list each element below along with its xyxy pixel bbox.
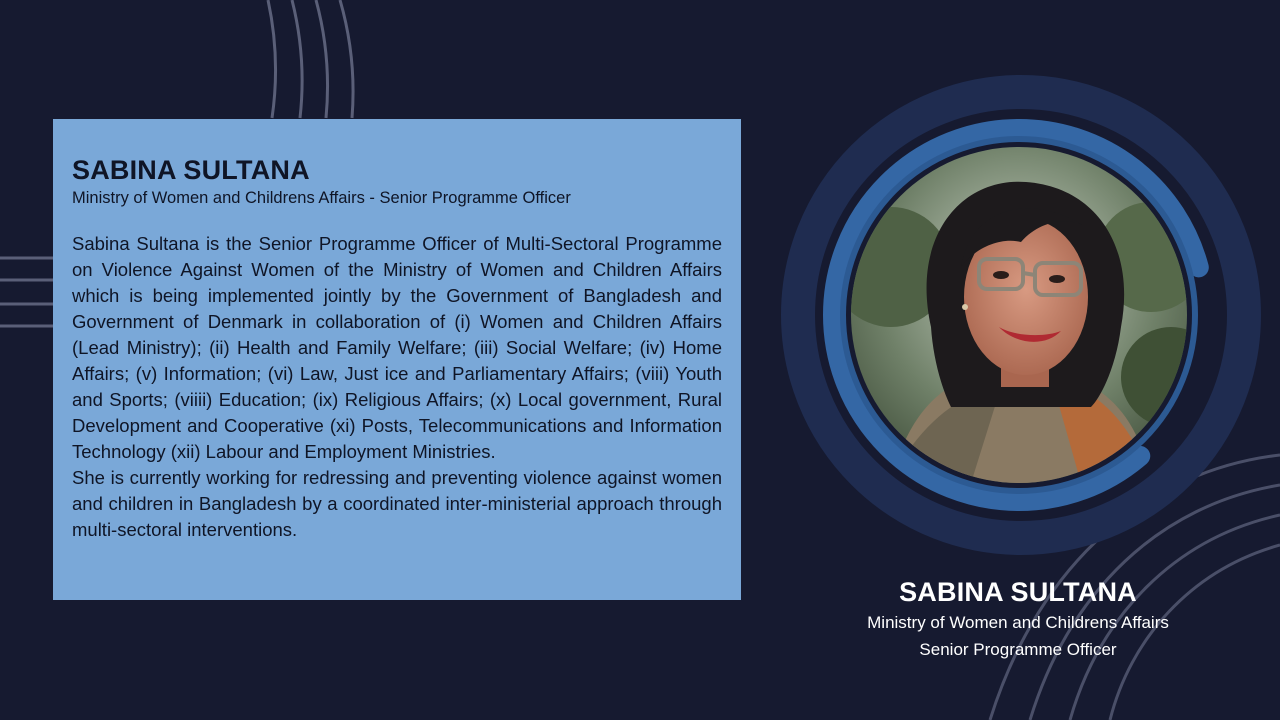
portrait-illustration xyxy=(851,147,1187,483)
portrait-photo xyxy=(851,147,1187,483)
bio-text xyxy=(72,231,722,543)
top-arcs xyxy=(268,0,353,118)
bio-paragraph-1: Sabina Sultana is the Senior Programme Officer of Multi-Sectoral Programme on Violence Against Women of the Ministry of Women and Children Affairs which is being implemented jointly by the Government of Bangladesh and Government of Denmark in collaboration of (i) Women and Children Affairs (Lead Ministry); (ii) Health and Family Welfare; (iii) Social Welfare; (iv) Home Affairs; (v) Information; (vi) Law, Just ice and Parliamentary Affairs; (viii) Youth and Sports; (viiii) Education; (ix) Religious Affairs; (x) Local government, Rural Development and Cooperative (xi) Posts, Telecommunications and Information Technology (xii) Labour and Employment Ministries. xyxy=(72,233,722,462)
bio-name: SABINA SULTANA xyxy=(72,155,310,185)
bio-card xyxy=(53,119,741,600)
speaker-caption xyxy=(818,575,1218,663)
caption-name: SABINA SULTANA xyxy=(899,577,1137,607)
left-arcs xyxy=(0,258,53,326)
caption-ministry: Ministry of Women and Childrens Affairs xyxy=(867,613,1169,632)
bio-paragraph-2: She is currently working for redressing and preventing violence against women and children in Bangladesh by a coordinated inter-ministerial approach through multi-sectoral interventions. xyxy=(72,467,722,540)
bio-role: Ministry of Women and Childrens Affairs - Senior Programme Officer xyxy=(72,189,571,207)
caption-title: Senior Programme Officer xyxy=(919,640,1117,659)
